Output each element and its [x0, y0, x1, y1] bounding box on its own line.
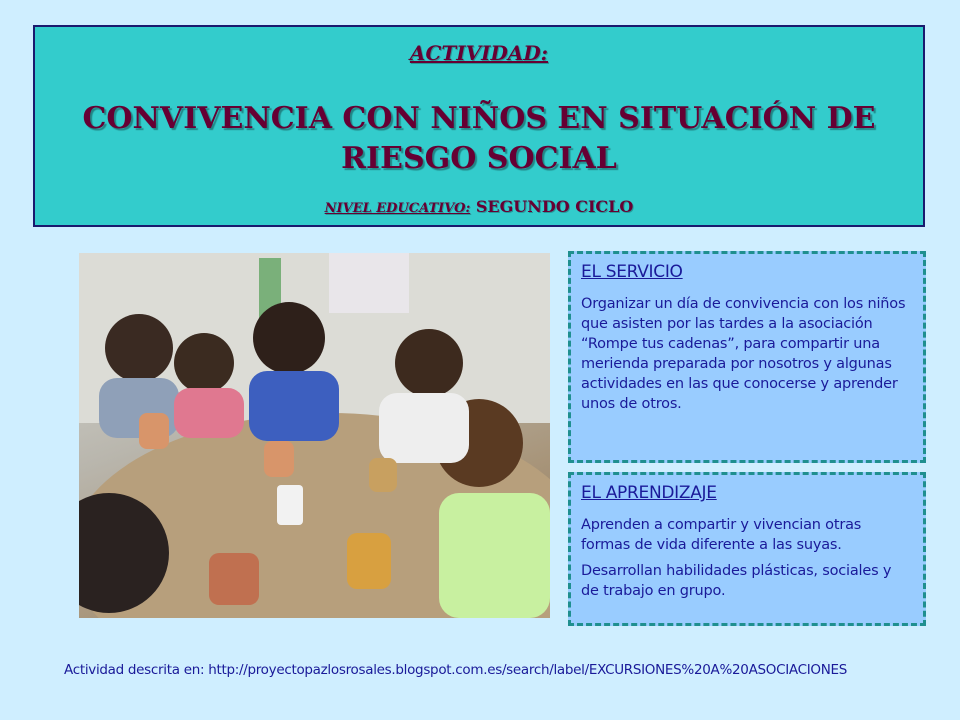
header-box [33, 25, 925, 227]
photo-shirt-3 [249, 371, 339, 441]
photo-child-1 [105, 314, 173, 382]
photo-cup [277, 485, 303, 525]
photo-pot-5 [209, 553, 259, 605]
source-footer: Actividad descrita en: http://proyectopazlosrosales.blogspot.com.es/search/label/EXCURSIONES%20A%20ASOCIACIONES [64, 662, 848, 678]
photo-child-3 [253, 302, 325, 374]
aprendizaje-heading: EL APRENDIZAJE [581, 483, 717, 503]
photo-pot-2 [264, 441, 294, 477]
level-value: SEGUNDO CICLO [475, 197, 634, 216]
activity-photo [79, 253, 550, 618]
photo-illustration [79, 253, 550, 618]
level-line [35, 197, 923, 216]
photo-shirt-4 [379, 393, 469, 463]
aprendizaje-panel [568, 472, 926, 626]
servicio-panel [568, 251, 926, 463]
photo-pot-3 [369, 458, 397, 492]
photo-child-4 [395, 329, 463, 397]
photo-shirt-2 [174, 388, 244, 438]
photo-shirt-5 [439, 493, 550, 618]
aprendizaje-text-1: Aprenden a compartir y vivencian otras formas de vida diferente a las suyas. [581, 517, 862, 553]
servicio-heading: EL SERVICIO [581, 262, 683, 282]
servicio-text: Organizar un día de convivencia con los niños que asisten por las tardes a la asociación “Rompe tus cadenas”, para compartir una merienda preparada por nosotros y algunas actividades en las que conocerse y aprender unos de otros. [581, 296, 906, 412]
photo-child-2 [174, 333, 234, 393]
page-title: CONVIVENCIA CON NIÑOS EN SITUACIÓN DE RIESGO SOCIAL [82, 101, 876, 176]
photo-pot-4 [347, 533, 391, 589]
aprendizaje-text-2: Desarrollan habilidades plásticas, sociales y de trabajo en grupo. [581, 563, 892, 599]
photo-pot-1 [139, 413, 169, 449]
level-label: NIVEL EDUCATIVO: [324, 201, 471, 216]
activity-label: ACTIVIDAD: [409, 41, 549, 65]
photo-drawing [329, 253, 409, 313]
